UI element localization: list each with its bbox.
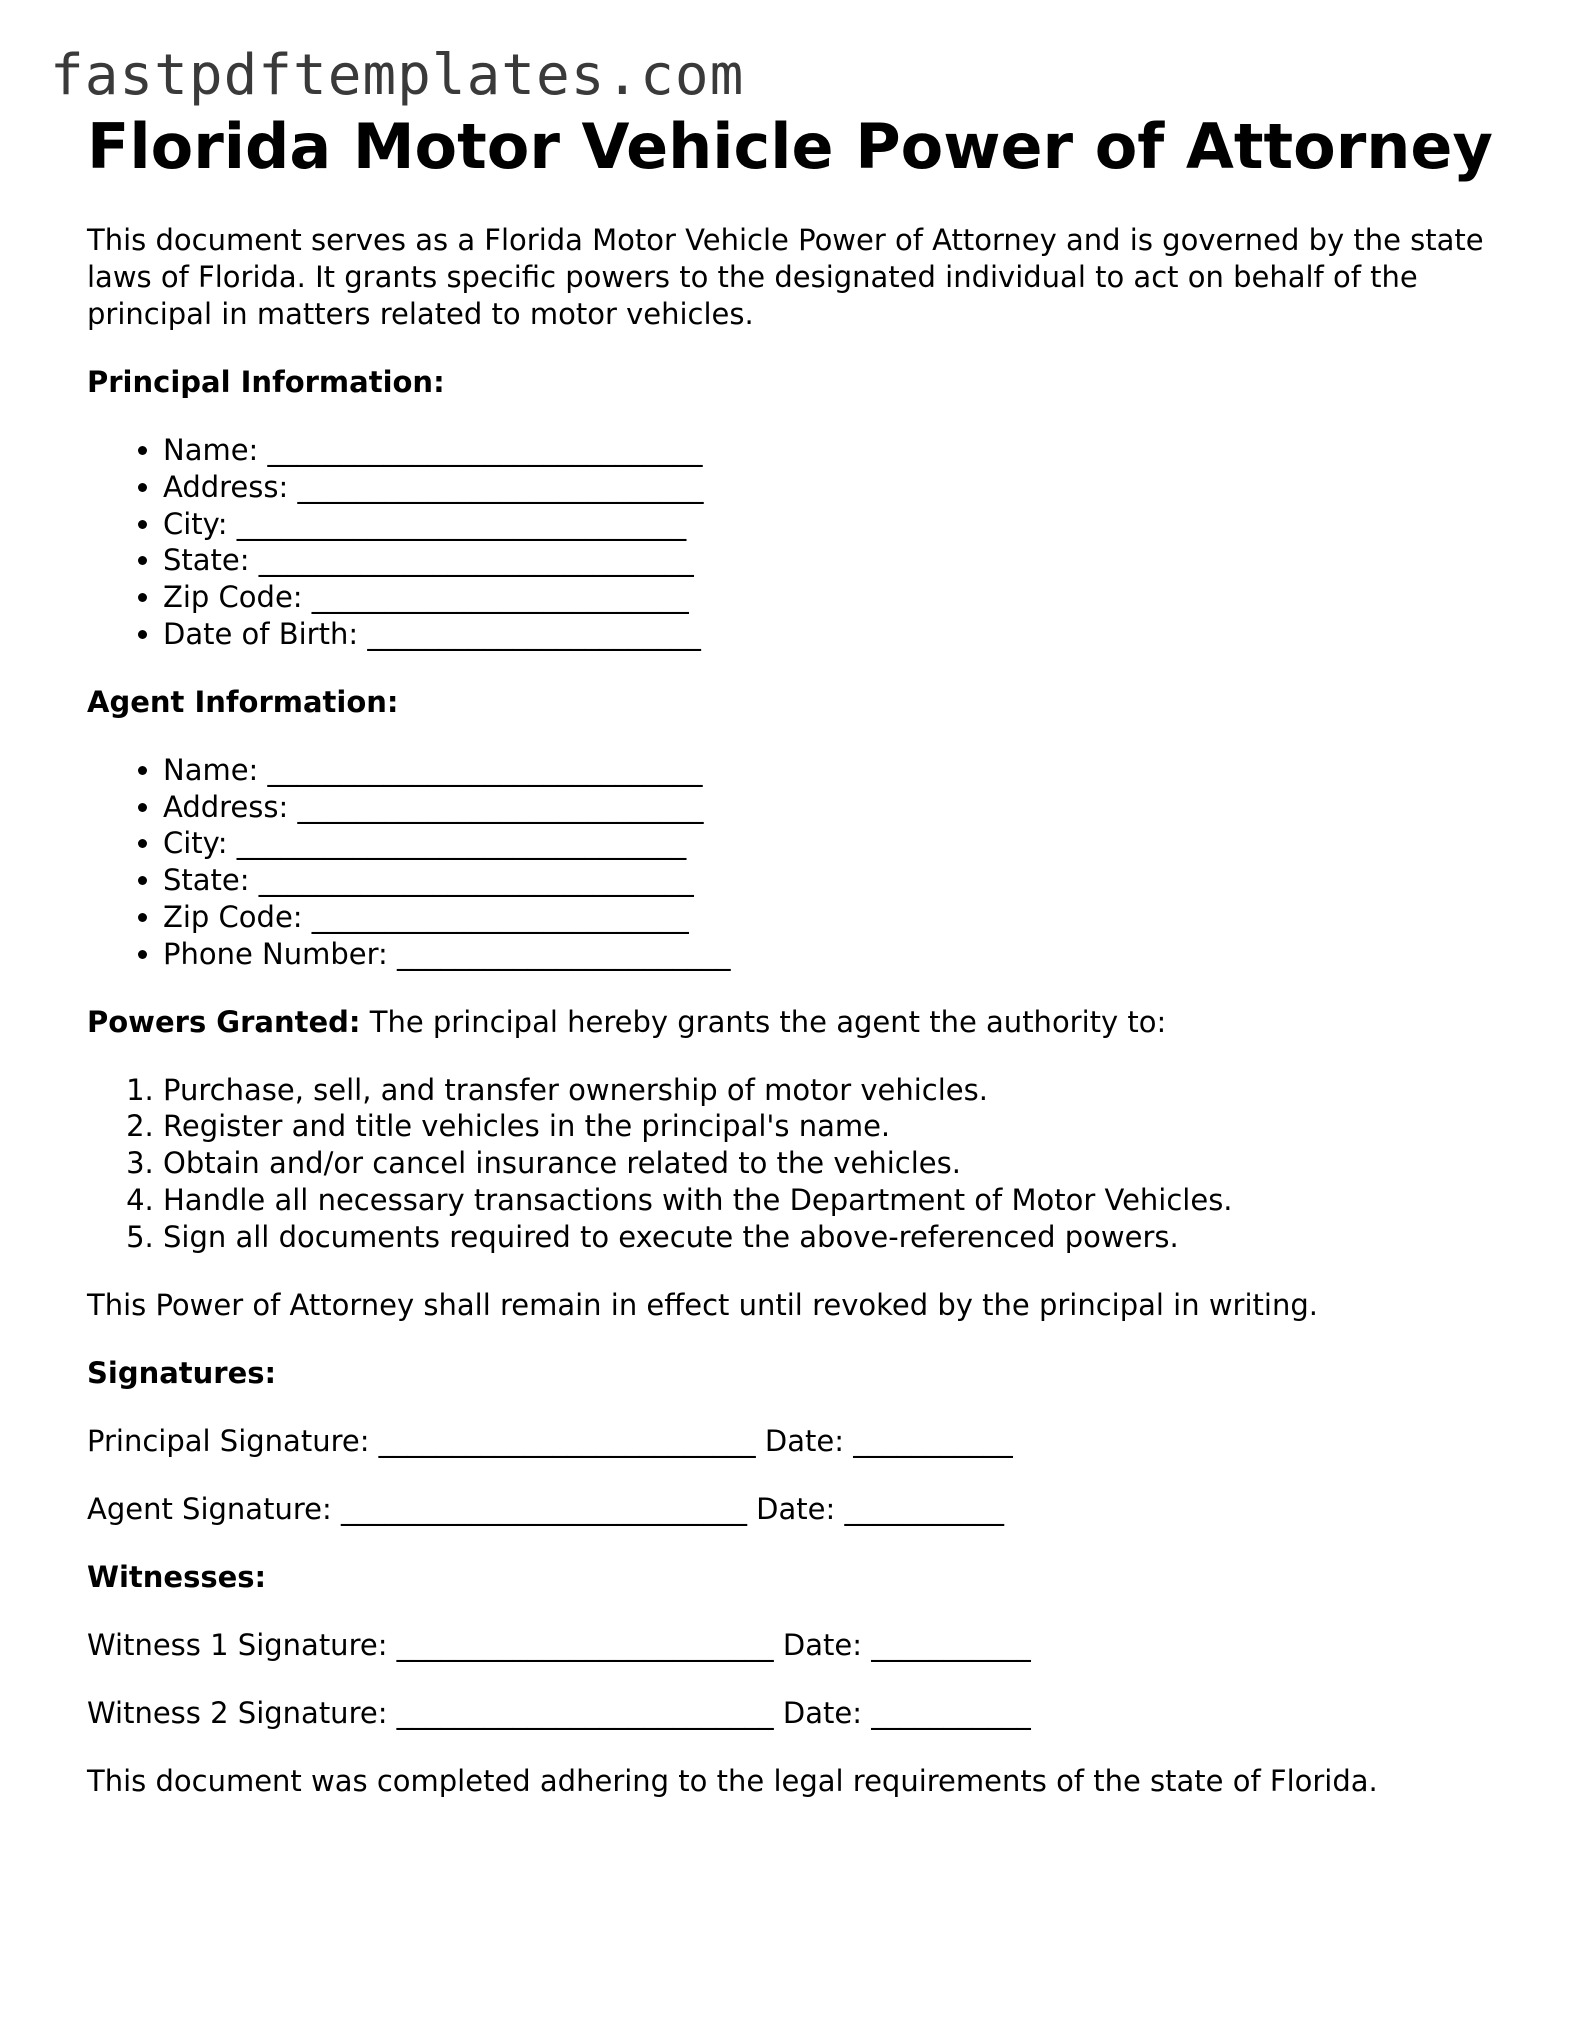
agent-fields-list (87, 752, 1507, 973)
witnesses-heading: Witnesses: (87, 1559, 267, 1594)
agent-signature-line[interactable]: Agent Signature: ____________________________ Date: ___________ (87, 1491, 1004, 1526)
principal-signature-line[interactable]: Principal Signature: __________________________ Date: ___________ (87, 1423, 1013, 1458)
principal-name-field[interactable]: • Name: ______________________________ (163, 432, 1507, 469)
agent-heading: Agent Information: (87, 684, 399, 719)
power-item-sign: 5. Sign all documents required to execute the above-referenced powers. (163, 1219, 1507, 1256)
agent-address-field[interactable]: • Address: ____________________________ (163, 789, 1507, 826)
agent-state-field[interactable]: • State: ______________________________ (163, 862, 1507, 899)
power-item-purchase: 1. Purchase, sell, and transfer ownership of motor vehicles. (163, 1072, 1507, 1109)
agent-zip-field[interactable]: • Zip Code: __________________________ (163, 899, 1507, 936)
powers-heading-label: Powers Granted: (87, 1004, 361, 1039)
principal-state-field[interactable]: • State: ______________________________ (163, 542, 1507, 579)
power-item-insurance: 3. Obtain and/or cancel insurance related to the vehicles. (163, 1145, 1507, 1182)
principal-zip-field[interactable]: • Zip Code: __________________________ (163, 579, 1507, 616)
power-item-register: 2. Register and title vehicles in the principal's name. (163, 1108, 1507, 1145)
agent-city-field[interactable]: • City: _______________________________ (163, 825, 1507, 862)
agent-name-field[interactable]: • Name: ______________________________ (163, 752, 1507, 789)
powers-list (87, 1072, 1507, 1256)
agent-phone-field[interactable]: • Phone Number: _______________________ (163, 936, 1507, 973)
principal-dob-field[interactable]: • Date of Birth: _______________________ (163, 616, 1507, 653)
closing-statement: This document was completed adhering to the legal requirements of the state of Florida. (87, 1763, 1378, 1798)
intro-paragraph: This document serves as a Florida Motor Vehicle Power of Attorney and is governed by the state laws of Florida. It grants specific powers to the designated individual to act on behalf of the principal in matters related to motor vehicles. (87, 223, 1484, 331)
witness1-signature-line[interactable]: Witness 1 Signature: __________________________ Date: ___________ (87, 1627, 1031, 1662)
principal-address-field[interactable]: • Address: ____________________________ (163, 469, 1507, 506)
principal-fields-list (87, 432, 1507, 653)
effect-statement: This Power of Attorney shall remain in effect until revoked by the principal in writing. (87, 1287, 1318, 1322)
principal-city-field[interactable]: • City: _______________________________ (163, 506, 1507, 543)
principal-heading: Principal Information: (87, 365, 445, 399)
signatures-heading: Signatures: (87, 1355, 277, 1390)
document-body (87, 110, 1507, 1800)
powers-heading (87, 1004, 1507, 1041)
powers-lead-text: The principal hereby grants the agent the authority to: (360, 1004, 1167, 1039)
power-item-dmv: 4. Handle all necessary transactions with the Department of Motor Vehicles. (163, 1182, 1507, 1219)
witness2-signature-line[interactable]: Witness 2 Signature: __________________________ Date: ___________ (87, 1695, 1031, 1730)
watermark: fastpdftemplates.com (50, 43, 745, 108)
document-title: Florida Motor Vehicle Power of Attorney (87, 110, 1493, 183)
